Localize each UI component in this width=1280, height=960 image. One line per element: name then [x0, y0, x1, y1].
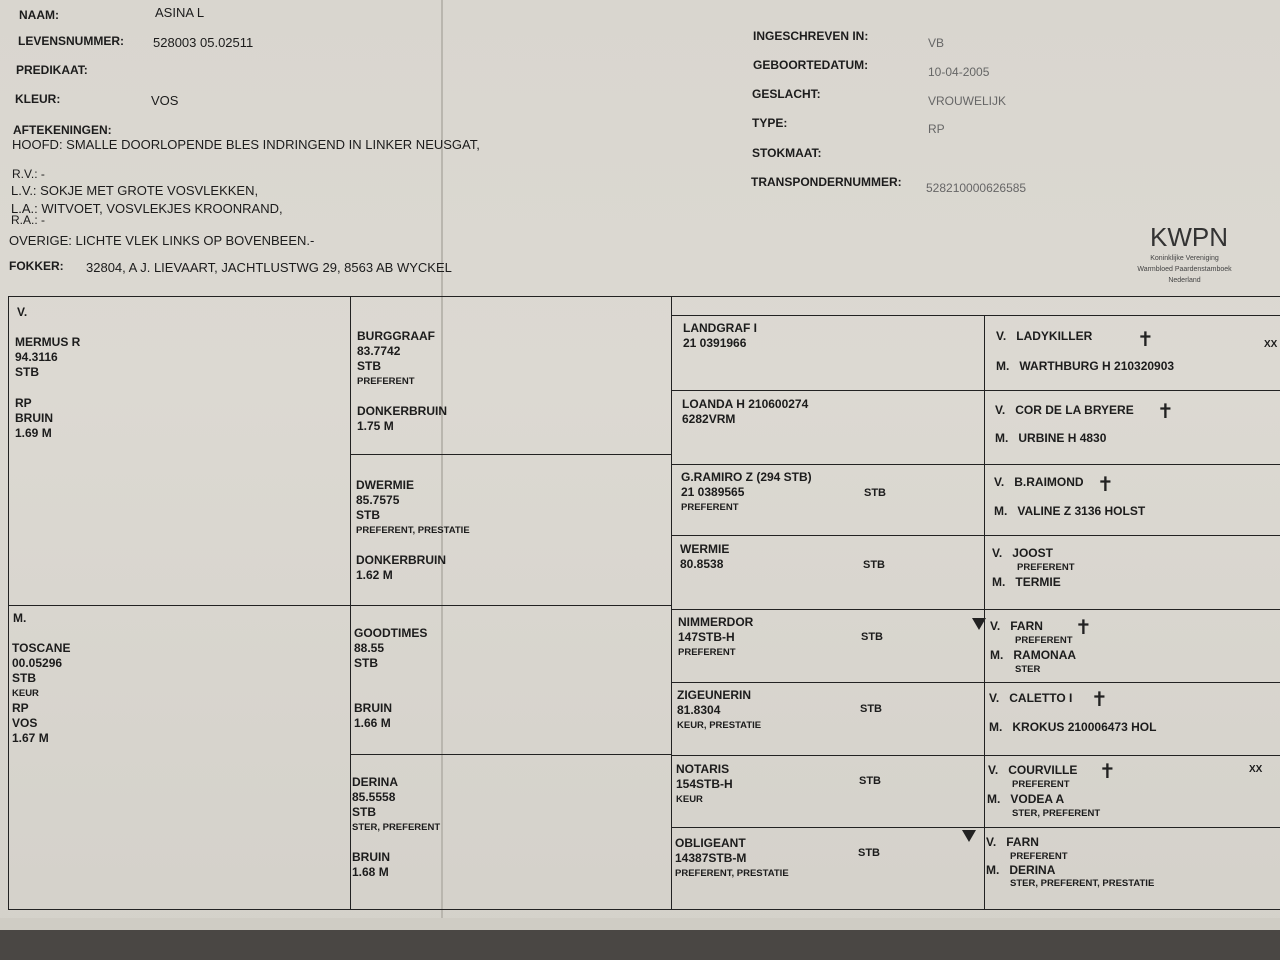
great-grandparent	[676, 762, 733, 807]
row-line	[671, 682, 1280, 683]
naam-label: NAAM:	[19, 8, 59, 22]
pedigree-table	[8, 296, 1280, 910]
horse-name: NIMMERDOR	[678, 615, 754, 629]
horse-predicate: PREFERENT, PRESTATIE	[356, 525, 470, 536]
spacer	[356, 538, 470, 553]
triangle-mark-icon	[961, 829, 977, 843]
horse-name: VODEA A	[1010, 792, 1065, 806]
sire-marker: V.	[995, 403, 1006, 417]
dam-name: TOSCANE	[12, 641, 71, 655]
kwpn-subtitle	[1112, 253, 1257, 286]
horse-predicate: PREFERENT, PRESTATIE	[675, 868, 789, 879]
markings-ra: R.A.: -	[11, 213, 46, 227]
fourth-gen-pair	[994, 475, 1084, 490]
dam-marker: M.	[987, 792, 1001, 806]
horse-studbook: STB	[357, 359, 381, 373]
annotation-mark: XX	[1249, 764, 1263, 775]
annotation-mark: XX	[1264, 339, 1278, 350]
horse-predicate: PREFERENT	[678, 647, 736, 658]
horse-number: 14387STB-M	[675, 851, 747, 865]
dam-marker: M.	[992, 575, 1006, 589]
dam-marker: M.	[994, 504, 1008, 518]
horse-name: FARN	[1010, 619, 1043, 633]
horse-predicate: PREFERENT	[1015, 635, 1073, 646]
horse-name: LOANDA H 210600274	[682, 397, 809, 411]
dam-heading: M.	[13, 611, 27, 625]
studbook-tag: STB	[858, 847, 880, 859]
dam-marker: M.	[989, 720, 1003, 734]
horse-name: VALINE Z 3136 HOLST	[1017, 504, 1146, 518]
fourth-gen-pair	[992, 546, 1053, 561]
sire-cell	[15, 335, 80, 441]
fourth-gen-pair	[995, 403, 1134, 418]
row-line	[671, 609, 1280, 610]
horse-number: 80.8538	[680, 557, 724, 571]
kleur-label: KLEUR:	[15, 92, 61, 106]
dam-height: 1.67 M	[12, 731, 49, 745]
horse-name: BURGGRAAF	[357, 329, 435, 343]
sire-marker: V.	[996, 329, 1007, 343]
column-line	[671, 297, 672, 909]
row-line	[671, 464, 1280, 465]
horse-number: 154STB-H	[676, 777, 733, 791]
horse-predicate: STER, PREFERENT	[352, 822, 441, 833]
dam-cell	[12, 641, 70, 746]
dam-predicate: KEUR	[12, 688, 39, 699]
row-line	[671, 755, 1280, 756]
horse-predicate: PREFERENT	[1017, 562, 1075, 573]
dam-color: VOS	[12, 716, 38, 730]
horse-name: RAMONAA	[1013, 648, 1077, 662]
horse-predicate: STER, PREFERENT	[1012, 808, 1101, 819]
kleur-value: VOS	[151, 93, 179, 108]
studbook-tag: STB	[864, 487, 886, 499]
great-grandparent	[677, 688, 761, 733]
transponder-value: 528210000626585	[926, 181, 1027, 195]
kwpn-sub-line: Koninklijke Vereniging	[1150, 255, 1219, 262]
horse-number: 88.55	[354, 641, 385, 655]
great-grandparent	[678, 615, 753, 660]
horse-height: 1.68 M	[352, 865, 389, 879]
spacer	[354, 671, 427, 701]
horse-predicate: KEUR	[676, 794, 703, 805]
aftekeningen-label: AFTEKENINGEN:	[13, 123, 112, 137]
kwpn-sub-line: Nederland	[1168, 277, 1201, 284]
dam-type: RP	[12, 701, 29, 715]
row-line	[671, 390, 1280, 391]
horse-height: 1.62 M	[356, 568, 393, 582]
geboortedatum-value: 10-04-2005	[928, 65, 990, 79]
horse-name: G.RAMIRO Z (294 STB)	[681, 470, 812, 484]
horse-name: WERMIE	[680, 542, 730, 556]
sire-height: 1.69 M	[15, 426, 52, 440]
horse-name: JOOST	[1012, 546, 1053, 560]
dam-marker: M.	[990, 648, 1004, 662]
horse-name: GOODTIMES	[354, 626, 428, 640]
horse-color: DONKERBRUIN	[356, 553, 446, 567]
dam-marker: M.	[995, 431, 1009, 445]
horse-number: 6282VRM	[682, 412, 736, 426]
markings-rv: R.V.: -	[12, 167, 45, 181]
horse-predicate: PREFERENT	[1010, 851, 1068, 862]
sire-heading: V.	[17, 305, 28, 319]
stokmaat-label: STOKMAAT:	[752, 146, 822, 160]
type-label: TYPE:	[752, 116, 788, 130]
great-grandparent	[675, 836, 789, 881]
horse-name: TERMIE	[1015, 575, 1061, 589]
horse-name: OBLIGEANT	[675, 836, 746, 850]
horse-number: 21 0389565	[681, 485, 745, 499]
horse-name: FARN	[1006, 835, 1039, 849]
horse-name: CALETTO I	[1009, 691, 1073, 705]
great-grandparent	[682, 397, 808, 427]
sire-marker: V.	[989, 691, 1000, 705]
horse-name: LADYKILLER	[1016, 329, 1093, 343]
naam-value: ASINA L	[155, 5, 205, 20]
sire-color: BRUIN	[15, 411, 53, 425]
deceased-cross-icon: ✝	[1157, 401, 1174, 423]
sire-number: 94.3116	[15, 350, 58, 364]
fourth-gen-pair	[986, 835, 1039, 850]
horse-name: NOTARIS	[676, 762, 730, 776]
row-line	[350, 454, 671, 455]
transponder-label: TRANSPONDERNUMMER:	[751, 175, 902, 189]
deceased-cross-icon: ✝	[1137, 329, 1154, 351]
horse-name: LANDGRAF I	[683, 321, 757, 335]
fourth-gen-pair	[996, 359, 1174, 374]
horse-name: DWERMIE	[356, 478, 414, 492]
kwpn-logo: KWPN	[1150, 222, 1228, 252]
grandsire-paternal	[357, 329, 447, 434]
levensnummer-value: 528003 05.02511	[153, 35, 254, 50]
fourth-gen-pair	[990, 648, 1076, 663]
markings-head: HOOFD: SMALLE DOORLOPENDE BLES INDRINGEND IN LINKER NEUSGAT,	[12, 137, 480, 152]
row-line	[671, 535, 1280, 536]
horse-name: WARTHBURG H 210320903	[1019, 359, 1175, 373]
background-surface	[0, 930, 1280, 960]
horse-studbook: STB	[352, 805, 376, 819]
triangle-mark-icon	[971, 617, 987, 631]
fourth-gen-pair	[995, 431, 1106, 446]
fourth-gen-pair	[992, 575, 1061, 590]
horse-number: 85.5558	[352, 790, 396, 804]
fokker-value: 32804, A J. LIEVAART, JACHTLUSTWG 29, 8563 AB WYCKEL	[86, 260, 452, 275]
sire-studbook: STB	[15, 365, 39, 379]
studbook-tag: STB	[861, 631, 883, 643]
column-line	[984, 315, 985, 909]
horse-number: 81.8304	[677, 703, 721, 717]
sire-marker: V.	[990, 619, 1001, 633]
fokker-label: FOKKER:	[9, 259, 64, 273]
dam-marker: M.	[986, 863, 1000, 877]
studbook-tag: STB	[860, 703, 882, 715]
sire-marker: V.	[986, 835, 997, 849]
horse-height: 1.75 M	[357, 419, 394, 433]
deceased-cross-icon: ✝	[1091, 689, 1108, 711]
horse-color: DONKERBRUIN	[357, 404, 447, 418]
horse-number: 85.7575	[356, 493, 400, 507]
horse-color: BRUIN	[352, 850, 390, 864]
granddam-paternal	[356, 478, 470, 583]
sire-type: RP	[15, 396, 32, 410]
horse-number: 21 0391966	[683, 336, 747, 350]
fourth-gen-pair	[996, 329, 1092, 344]
deceased-cross-icon: ✝	[1075, 617, 1092, 639]
horse-height: 1.66 M	[354, 716, 391, 730]
great-grandparent	[681, 470, 812, 515]
great-grandparent	[680, 542, 729, 572]
horse-studbook: STB	[354, 656, 378, 670]
horse-predicate: STER	[1015, 664, 1041, 675]
fourth-gen-pair	[988, 763, 1077, 778]
horse-predicate: PREFERENT	[1012, 779, 1070, 790]
deceased-cross-icon: ✝	[1099, 761, 1116, 783]
sire-marker: V.	[988, 763, 999, 777]
horse-predicate: STER, PREFERENT, PRESTATIE	[1010, 878, 1155, 889]
row-line	[350, 754, 671, 755]
dam-marker: M.	[996, 359, 1010, 373]
levensnummer-label: LEVENSNUMMER:	[18, 34, 125, 48]
horse-name: DERINA	[352, 775, 399, 789]
fourth-gen-pair	[987, 792, 1064, 807]
horse-predicate: PREFERENT	[357, 376, 415, 387]
fourth-gen-pair	[989, 691, 1072, 706]
dam-studbook: STB	[12, 671, 36, 685]
kwpn-sub-line: Warmbloed Paardenstamboek	[1137, 266, 1232, 273]
geboortedatum-label: GEBOORTEDATUM:	[753, 58, 869, 72]
great-grandparent	[683, 321, 757, 351]
horse-predicate: KEUR, PRESTATIE	[677, 720, 762, 731]
horse-name: ZIGEUNERIN	[677, 688, 752, 702]
ingeschreven-label: INGESCHREVEN IN:	[753, 29, 869, 43]
row-line	[671, 315, 1280, 316]
horse-name: B.RAIMOND	[1014, 475, 1084, 489]
geslacht-label: GESLACHT:	[752, 87, 821, 101]
markings-la: L.A.: WITVOET, VOSVLEKJES KROONRAND,	[11, 201, 283, 216]
ingeschreven-value: VB	[928, 36, 945, 50]
studbook-tag: STB	[863, 559, 885, 571]
fourth-gen-pair	[989, 720, 1156, 735]
horse-name: DERINA	[1009, 863, 1056, 877]
type-value: RP	[928, 122, 945, 136]
sire-marker: V.	[992, 546, 1003, 560]
horse-number: 83.7742	[357, 344, 401, 358]
studbook-tag: STB	[859, 775, 881, 787]
markings-other: OVERIGE: LICHTE VLEK LINKS OP BOVENBEEN.-	[9, 233, 315, 248]
markings-lv: L.V.: SOKJE MET GROTE VOSVLEKKEN,	[11, 183, 259, 198]
sire-marker: V.	[994, 475, 1005, 489]
horse-name: KROKUS 210006473 HOL	[1012, 720, 1157, 734]
dam-number: 00.05296	[12, 656, 63, 670]
column-line	[350, 297, 351, 909]
sire-name: MERMUS R	[15, 335, 81, 349]
horse-name: COR DE LA BRYERE	[1015, 403, 1134, 417]
horse-name: URBINE H 4830	[1018, 431, 1107, 445]
horse-color: BRUIN	[354, 701, 392, 715]
fourth-gen-pair	[990, 619, 1043, 634]
row-line	[9, 605, 671, 606]
spacer	[352, 835, 440, 850]
horse-name: COURVILLE	[1008, 763, 1078, 777]
predikaat-label: PREDIKAAT:	[16, 63, 88, 77]
geslacht-value: VROUWELIJK	[928, 94, 1007, 108]
horse-studbook: STB	[356, 508, 380, 522]
horse-number: 147STB-H	[678, 630, 735, 644]
spacer	[15, 380, 80, 396]
row-line	[671, 827, 1280, 828]
fourth-gen-pair	[994, 504, 1145, 519]
spacer	[357, 389, 447, 404]
horse-predicate: PREFERENT	[681, 502, 739, 513]
deceased-cross-icon: ✝	[1097, 474, 1114, 496]
granddam-maternal	[352, 775, 440, 880]
grandsire-maternal	[354, 626, 427, 731]
